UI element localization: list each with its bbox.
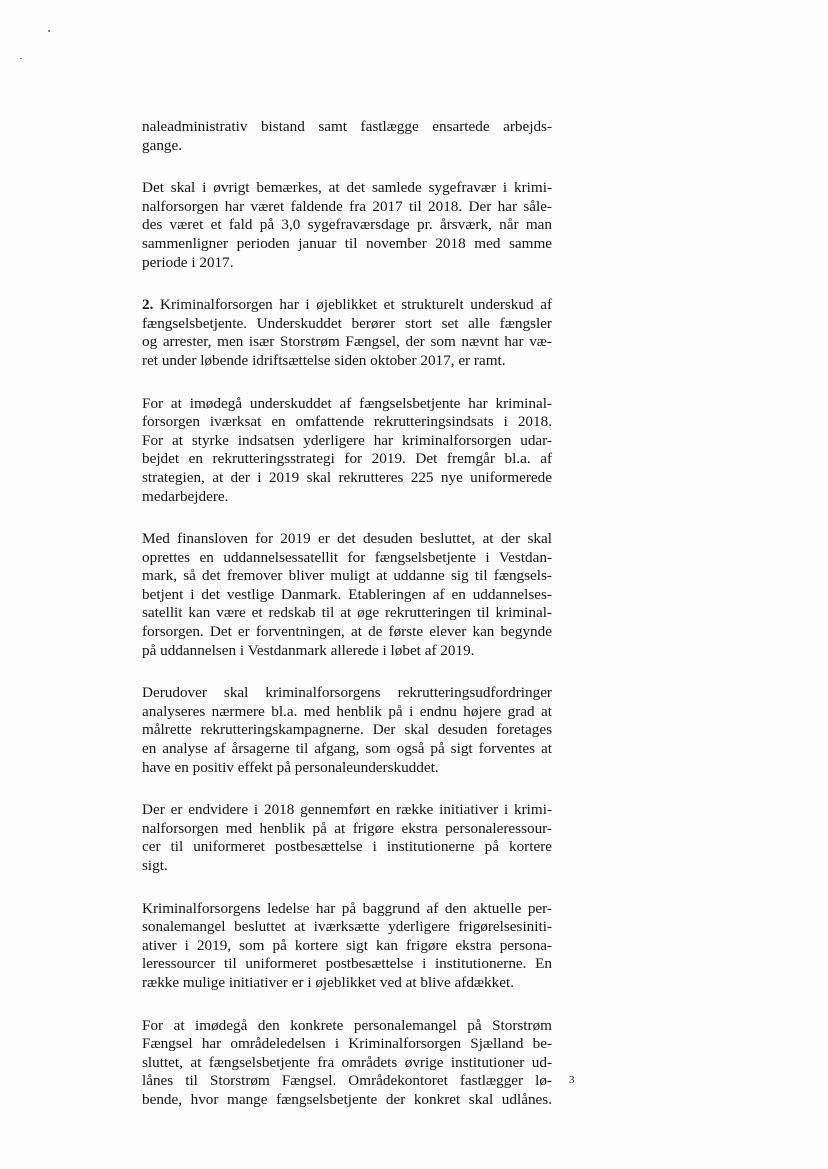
text-line: leressourcer til uniformeret postbesættelse i institutionerne. En <box>142 955 552 973</box>
text-line: række mulige initiativer er i øjeblikket ved at blive afdækket. <box>142 973 514 991</box>
paragraph <box>142 530 552 660</box>
text-line: mark, så det fremover bliver muligt at uddanne sig til fængsels- <box>142 567 552 585</box>
text-line: betjent i det vestlige Danmark. Etableringen af en uddannelses- <box>142 585 552 603</box>
page-number: 3 <box>569 1074 575 1086</box>
text-line: For at imødegå underskuddet af fængselsbetjente har kriminal- <box>142 394 552 412</box>
text-line: sluttet, at fængselsbetjente fra områdets øvrige institutioner ud- <box>142 1053 552 1071</box>
text-line: bende, hvor mange fængselsbetjente der konkret skal udlånes. <box>142 1090 552 1108</box>
paragraph-number: 2. <box>142 296 154 314</box>
text-line <box>142 296 552 315</box>
text-line: For at imødegå den konkrete personalemangel på Storstrøm <box>142 1016 552 1034</box>
text-line: Kriminalforsorgens ledelse har på baggrund af den aktuelle per- <box>142 899 552 917</box>
text-line: Det skal i øvrigt bemærkes, at det samlede sygefravær i krimi- <box>142 179 552 197</box>
text-line: ativer i 2019, som på kortere sigt kan frigøre ekstra persona- <box>142 936 552 954</box>
text-column <box>142 118 552 1134</box>
text-line: og arrester, men især Storstrøm Fængsel, der som nævnt har væ- <box>142 333 552 351</box>
paragraph <box>142 118 552 155</box>
text-line: periode i 2017. <box>142 253 234 271</box>
text-line: målrette rekrutteringskampagnerne. Der skal desuden foretages <box>142 721 552 739</box>
text-line: sigt. <box>142 857 168 874</box>
text-line-content: Kriminalforsorgen har i øjeblikket et strukturelt underskud af <box>153 296 552 314</box>
scan-speck <box>48 30 50 32</box>
text-line: des været et fald på 3,0 sygefraværsdage pr. årsværk, når man <box>142 216 552 234</box>
text-line: strategien, at der i 2019 skal rekrutteres 225 nye uniformerede <box>142 468 552 486</box>
text-line: ret under løbende idriftsættelse siden oktober 2017, er ramt. <box>142 351 506 369</box>
text-line: have en positiv effekt på personaleunderskuddet. <box>142 758 439 776</box>
text-line: oprettes en uddannelsessatellit for fængselsbetjente i Vestdan- <box>142 548 552 566</box>
text-line: en analyse af årsagerne til afgang, som også på sigt forventes at <box>142 740 552 758</box>
text-line: forsorgen. Det er forventningen, at de første elever kan begynde <box>142 623 552 641</box>
text-line: forsorgen iværksat en omfattende rekrutteringsindsats i 2018. <box>142 413 552 431</box>
paragraph <box>142 1017 552 1110</box>
paragraph <box>142 395 552 507</box>
text-line: Med finansloven for 2019 er det desuden besluttet, at der skal <box>142 530 552 548</box>
text-line: sammenligner perioden januar til november 2018 med samme <box>142 234 552 252</box>
text-line: cer til uniformeret postbesættelse i institutionerne på kortere <box>142 838 552 856</box>
text-line: sonalemangel besluttet at iværksætte yderligere frigørelsesiniti- <box>142 918 552 936</box>
paragraph <box>142 684 552 777</box>
paragraph <box>142 179 552 272</box>
text-line: fængselsbetjente. Underskuddet berører stort set alle fængsler <box>142 314 552 332</box>
text-line: naleadministrativ bistand samt fastlægge ensartede arbejds- <box>142 118 552 135</box>
text-line: bejdet en rekrutteringsstrategi for 2019. Det fremgår bl.a. af <box>142 450 552 468</box>
text-line: For at styrke indsatsen yderligere har kriminalforsorgen udar- <box>142 431 552 449</box>
paragraph <box>142 801 552 875</box>
text-line: Fængsel har områdeledelsen i Kriminalforsorgen Sjælland be- <box>142 1035 552 1053</box>
text-line: Derudover skal kriminalforsorgens rekrutteringsudfordringer <box>142 684 552 702</box>
text-line: på uddannelsen i Vestdanmark allerede i løbet af 2019. <box>142 641 475 659</box>
text-line: nalforsorgen har været faldende fra 2017 til 2018. Der har såle- <box>142 197 552 215</box>
text-line: satellit kan være et redskab til at øge rekrutteringen til kriminal- <box>142 604 552 622</box>
paragraph <box>142 900 552 993</box>
scan-speck <box>20 58 22 59</box>
text-line: lånes til Storstrøm Fængsel. Områdekontoret fastlægger lø- <box>142 1072 552 1090</box>
text-line: Der er endvidere i 2018 gennemført en række initiativer i krimi- <box>142 801 552 819</box>
paragraph-numbered <box>142 296 552 370</box>
text-line: gange. <box>142 136 183 154</box>
text-line: nalforsorgen med henblik på at frigøre ekstra personaleressour- <box>142 819 552 837</box>
text-line: analyseres nærmere bl.a. med henblik på i endnu højere grad at <box>142 702 552 720</box>
text-line: medarbejdere. <box>142 487 229 505</box>
